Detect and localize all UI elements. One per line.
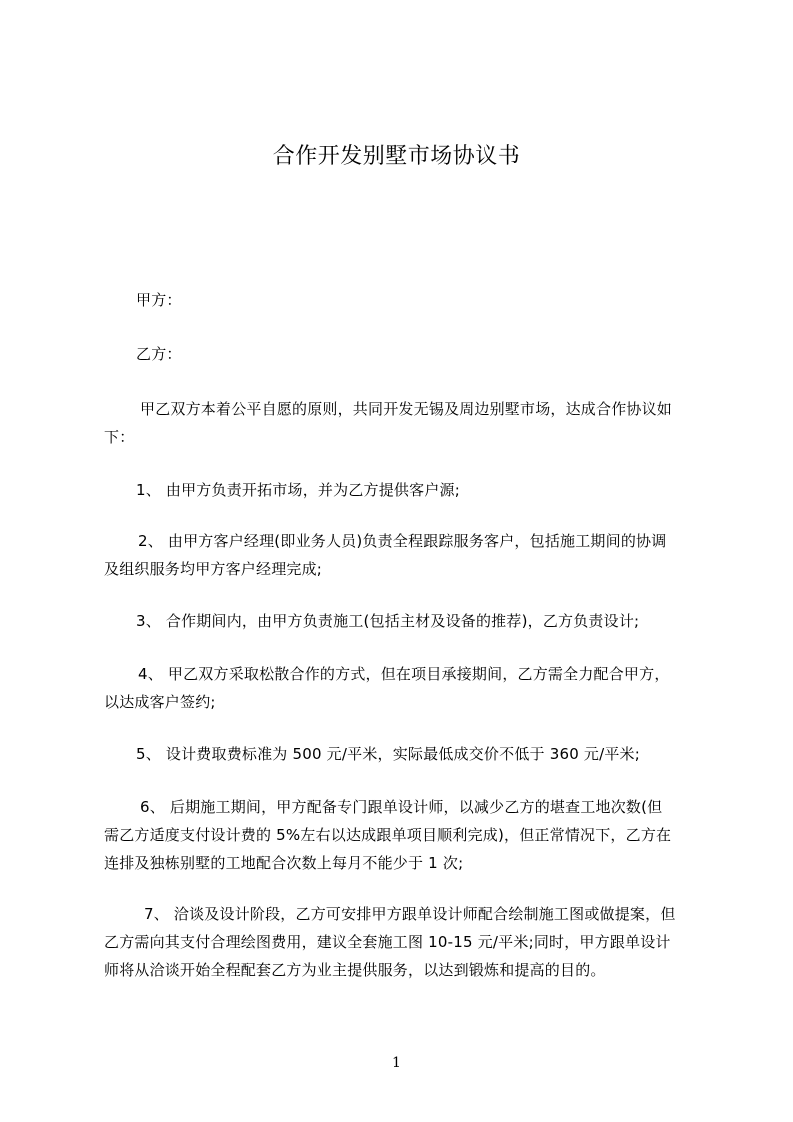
clause-4-line-2: 以达成客户签约; <box>104 693 216 711</box>
clause-6-line-1: 6、 后期施工期间，甲方配备专门跟单设计师，以减少乙方的堪查工地次数(但 <box>140 798 663 816</box>
clause-2-line-1: 2、 由甲方客户经理(即业务人员)负责全程跟踪服务客户，包括施工期间的协调 <box>138 532 667 550</box>
clause-5 <box>104 740 704 768</box>
intro-paragraph <box>104 395 704 451</box>
intro-line-2: 下： <box>104 428 135 446</box>
clause-3 <box>104 607 704 635</box>
page-number: 1 <box>392 1055 401 1071</box>
clause-4 <box>104 660 704 716</box>
document-title: 合作开发别墅市场协议书 <box>272 144 521 169</box>
clause-7-line-2: 乙方需向其支付合理绘图费用，建议全套施工图 10-15 元/平米;同时，甲方跟单设计 <box>104 933 671 951</box>
clause-7 <box>104 900 704 984</box>
clause-1 <box>104 476 704 504</box>
clause-7-line-3: 师将从洽谈开始全程配套乙方为业主提供服务，以达到锻炼和提高的目的。 <box>104 961 606 979</box>
clause-2-line-2: 及组织服务均甲方客户经理完成; <box>104 560 323 578</box>
party-b-label: 乙方： <box>136 345 182 363</box>
clause-6-line-3: 连排及独栋别墅的工地配合次数上每月不能少于 1 次; <box>104 854 464 872</box>
clause-7-line-1: 7、 洽谈及设计阶段，乙方可安排甲方跟单设计师配合绘制施工图或做提案，但 <box>144 905 676 923</box>
party-a-label: 甲方： <box>136 291 182 309</box>
clause-2 <box>104 527 704 583</box>
intro-line-1: 甲乙双方本着公平自愿的原则，共同开发无锡及周边别墅市场，达成合作协议如 <box>140 400 673 418</box>
clause-3-line-1: 3、 合作期间内，由甲方负责施工(包括主材及设备的推荐)，乙方负责设计; <box>136 612 640 630</box>
clause-4-line-1: 4、 甲乙双方采取松散合作的方式，但在项目承接期间，乙方需全力配合甲方， <box>138 665 670 683</box>
clause-6-line-2: 需乙方适度支付设计费的 5%左右以达成跟单项目顺利完成)，但正常情况下，乙方在 <box>104 826 672 844</box>
clause-6 <box>104 793 704 877</box>
clause-5-line-1: 5、 设计费取费标准为 500 元/平米，实际最低成交价不低于 360 元/平米; <box>136 745 641 763</box>
clause-1-line-1: 1、 由甲方负责开拓市场，并为乙方提供客户源; <box>136 481 460 499</box>
